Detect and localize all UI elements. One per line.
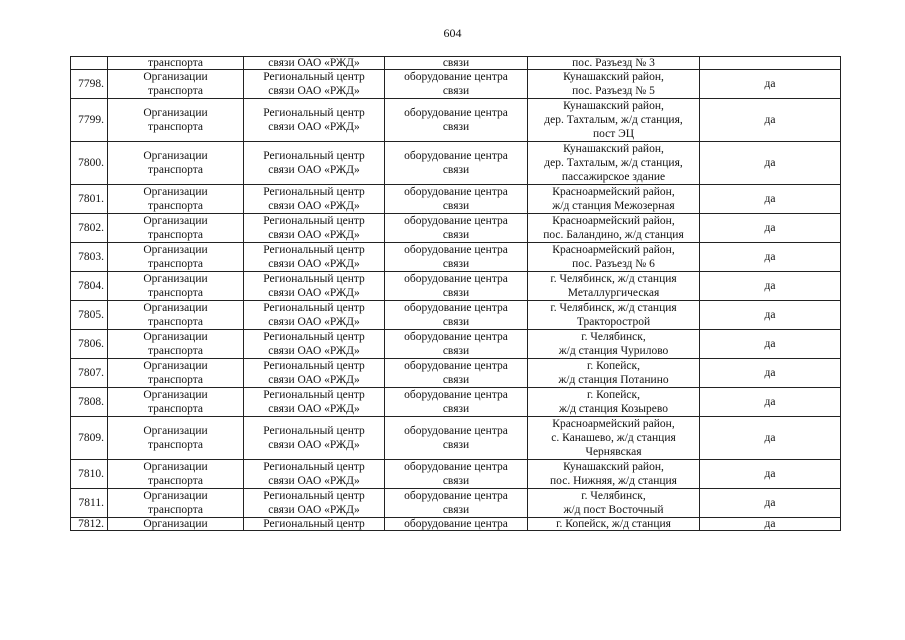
row-number-cell: 7811. xyxy=(71,489,108,518)
location-cell-line: ж/д станция Потанино xyxy=(558,374,669,386)
location-cell xyxy=(528,70,700,99)
organization-cell-line: Организации xyxy=(143,150,208,162)
organization-cell-line: транспорта xyxy=(147,439,204,451)
center-cell-line: связи ОАО «РЖД» xyxy=(268,85,360,97)
flag-cell: да xyxy=(700,243,841,272)
organization-cell-line: транспорта xyxy=(147,164,204,176)
equipment-cell-line: оборудование центра xyxy=(404,331,508,343)
organization-cell-line: Организации xyxy=(143,71,208,83)
organization-cell-line: Организации xyxy=(143,215,208,227)
flag-cell: да xyxy=(700,489,841,518)
page-number: 604 xyxy=(443,26,462,40)
organization-cell-line: Организации xyxy=(143,360,208,372)
organization-cell-line: транспорта xyxy=(147,229,204,241)
equipment-cell-line: оборудование центра xyxy=(404,107,508,119)
row-number-cell: 7802. xyxy=(71,214,108,243)
row-number-cell: 7807. xyxy=(71,359,108,388)
equipment-cell-line: связи xyxy=(442,475,470,487)
organization-cell: транспорта xyxy=(108,57,244,70)
center-cell-line: связи ОАО «РЖД» xyxy=(268,439,360,451)
center-cell xyxy=(244,243,385,272)
flag-cell: да xyxy=(700,142,841,185)
center-cell-line: связи ОАО «РЖД» xyxy=(268,164,360,176)
location-cell xyxy=(528,272,700,301)
location-cell: г. Копейск, ж/д станция xyxy=(528,518,700,531)
equipment-cell xyxy=(385,272,528,301)
organization-cell-line: транспорта xyxy=(147,504,204,516)
equipment-cell-line: оборудование центра xyxy=(404,215,508,227)
organization-cell xyxy=(108,185,244,214)
equipment-cell xyxy=(385,417,528,460)
equipment-cell-line: связи xyxy=(442,200,470,212)
organization-cell xyxy=(108,272,244,301)
center-cell-line: Региональный центр xyxy=(263,273,365,285)
location-cell-line: Металлургическая xyxy=(567,287,660,299)
table-row xyxy=(71,70,841,99)
center-cell-line: связи ОАО «РЖД» xyxy=(268,374,360,386)
center-cell xyxy=(244,99,385,142)
equipment-cell-line: оборудование центра xyxy=(404,302,508,314)
center-cell-line: Региональный центр xyxy=(263,461,365,473)
organization-cell-line: транспорта xyxy=(147,85,204,97)
equipment-cell-line: оборудование центра xyxy=(404,360,508,372)
location-cell-line: г. Копейск, xyxy=(587,389,640,401)
table-row xyxy=(71,243,841,272)
location-cell-line: пос. Нижняя, ж/д станция xyxy=(550,475,677,487)
flag-cell xyxy=(700,57,841,70)
center-cell: связи ОАО «РЖД» xyxy=(244,57,385,70)
location-cell xyxy=(528,460,700,489)
organization-cell-line: транспорта xyxy=(147,345,204,357)
organization-cell-line: Организации xyxy=(143,186,208,198)
center-cell-line: связи ОАО «РЖД» xyxy=(268,475,360,487)
location-cell-line: Красноармейский район, xyxy=(552,215,675,227)
location-cell-line: ж/д станция Чурилово xyxy=(558,345,669,357)
center-cell xyxy=(244,214,385,243)
organization-cell-line: Организации xyxy=(143,302,208,314)
equipment-cell: оборудование центра xyxy=(385,518,528,531)
organization-cell-line: Организации xyxy=(143,244,208,256)
organization-cell xyxy=(108,417,244,460)
row-number-cell: 7799. xyxy=(71,99,108,142)
flag-cell: да xyxy=(700,301,841,330)
location-cell-line: Чернявская xyxy=(585,446,642,458)
equipment-cell xyxy=(385,70,528,99)
center-cell: Региональный центр xyxy=(244,518,385,531)
organization-cell-line: Организации xyxy=(143,490,208,502)
table-row xyxy=(71,301,841,330)
equipment-cell xyxy=(385,388,528,417)
equipment-cell xyxy=(385,301,528,330)
equipment-cell-line: оборудование центра xyxy=(404,425,508,437)
organization-cell xyxy=(108,99,244,142)
location-cell-line: Кунашакский район, xyxy=(563,71,664,83)
location-cell-line: пос. Баландино, ж/д станция xyxy=(543,229,684,241)
location-cell-line: ж/д станция Козырево xyxy=(559,403,668,415)
center-cell-line: связи ОАО «РЖД» xyxy=(268,403,360,415)
equipment-cell-line: связи xyxy=(442,85,470,97)
flag-cell: да xyxy=(700,185,841,214)
center-cell-line: Региональный центр xyxy=(263,71,365,83)
center-cell xyxy=(244,417,385,460)
center-cell-line: связи ОАО «РЖД» xyxy=(268,316,360,328)
center-cell xyxy=(244,489,385,518)
location-cell xyxy=(528,388,700,417)
equipment-cell-line: оборудование центра xyxy=(404,186,508,198)
center-cell xyxy=(244,142,385,185)
location-cell-line: Красноармейский район, xyxy=(552,418,675,430)
table-row xyxy=(71,359,841,388)
organization-cell xyxy=(108,214,244,243)
equipment-cell-line: связи xyxy=(442,229,470,241)
table-row xyxy=(71,272,841,301)
location-cell xyxy=(528,214,700,243)
table-row xyxy=(71,330,841,359)
row-number-cell: 7805. xyxy=(71,301,108,330)
location-cell-line: г. Челябинск, ж/д станция xyxy=(550,302,677,314)
location-cell-line: Кунашакский район, xyxy=(563,100,664,112)
equipment-cell-line: связи xyxy=(442,121,470,133)
equipment-cell xyxy=(385,330,528,359)
center-cell-line: Региональный центр xyxy=(263,425,365,437)
equipment-cell-line: связи xyxy=(442,403,470,415)
location-cell-line: г. Копейск, xyxy=(587,360,640,372)
organization-cell-line: Организации xyxy=(143,331,208,343)
organization-cell-line: транспорта xyxy=(147,374,204,386)
row-number-cell: 7804. xyxy=(71,272,108,301)
organization-cell xyxy=(108,301,244,330)
center-cell-line: Региональный центр xyxy=(263,107,365,119)
organization-cell xyxy=(108,460,244,489)
row-number-cell: 7812. xyxy=(71,518,108,531)
location-cell-line: пост ЭЦ xyxy=(592,128,635,140)
row-number-cell: 7809. xyxy=(71,417,108,460)
organization-cell-line: Организации xyxy=(143,461,208,473)
location-cell-line: Тракторострой xyxy=(576,316,651,328)
center-cell xyxy=(244,301,385,330)
center-cell xyxy=(244,272,385,301)
table-row xyxy=(71,185,841,214)
center-cell-line: связи ОАО «РЖД» xyxy=(268,258,360,270)
location-cell-line: дер. Тахталым, ж/д станция, xyxy=(544,114,683,126)
location-cell-line: г. Челябинск, xyxy=(581,490,646,502)
equipment-cell xyxy=(385,99,528,142)
equipment-cell-line: оборудование центра xyxy=(404,461,508,473)
row-number-cell: 7798. xyxy=(71,70,108,99)
organization-cell xyxy=(108,489,244,518)
location-cell-line: Кунашакский район, xyxy=(563,143,664,155)
equipment-cell-line: оборудование центра xyxy=(404,150,508,162)
row-number-cell: 7808. xyxy=(71,388,108,417)
flag-cell: да xyxy=(700,214,841,243)
organization-cell xyxy=(108,388,244,417)
table-row xyxy=(71,417,841,460)
center-cell xyxy=(244,70,385,99)
location-cell-line: дер. Тахталым, ж/д станция, xyxy=(544,157,683,169)
location-cell-line: с. Канашево, ж/д станция xyxy=(551,432,676,444)
location-cell xyxy=(528,243,700,272)
organization-cell-line: транспорта xyxy=(147,316,204,328)
organization-cell-line: Организации xyxy=(143,425,208,437)
equipment-cell-line: оборудование центра xyxy=(404,490,508,502)
row-number-cell: 7810. xyxy=(71,460,108,489)
location-cell-line: г. Челябинск, xyxy=(581,331,646,343)
organization-cell-line: транспорта xyxy=(147,258,204,270)
center-cell-line: Региональный центр xyxy=(263,302,365,314)
location-cell-line: Кунашакский район, xyxy=(563,461,664,473)
location-cell xyxy=(528,301,700,330)
table-body xyxy=(71,57,841,531)
location-cell-line: ж/д станция Межозерная xyxy=(552,200,675,212)
location-cell-line: ж/д пост Восточный xyxy=(563,504,664,516)
equipment-cell-line: связи xyxy=(442,504,470,516)
organization-cell xyxy=(108,70,244,99)
location-cell xyxy=(528,489,700,518)
organization-cell-line: транспорта xyxy=(147,287,204,299)
organization-cell-line: транспорта xyxy=(147,475,204,487)
center-cell-line: Региональный центр xyxy=(263,215,365,227)
center-cell-line: Региональный центр xyxy=(263,186,365,198)
flag-cell: да xyxy=(700,359,841,388)
location-cell xyxy=(528,330,700,359)
equipment-cell-line: связи xyxy=(442,374,470,386)
organization-cell xyxy=(108,142,244,185)
location-cell xyxy=(528,185,700,214)
center-cell-line: связи ОАО «РЖД» xyxy=(268,345,360,357)
center-cell xyxy=(244,330,385,359)
location-cell-line: г. Челябинск, ж/д станция xyxy=(550,273,677,285)
organization-cell xyxy=(108,359,244,388)
table-row-truncated xyxy=(71,518,841,531)
center-cell-line: Региональный центр xyxy=(263,150,365,162)
organization-cell-line: Организации xyxy=(143,273,208,285)
center-cell-line: Региональный центр xyxy=(263,331,365,343)
table-row xyxy=(71,460,841,489)
flag-cell: да xyxy=(700,99,841,142)
center-cell-line: Региональный центр xyxy=(263,360,365,372)
table-row xyxy=(71,214,841,243)
organization-cell-line: транспорта xyxy=(147,121,204,133)
row-number-cell: 7806. xyxy=(71,330,108,359)
flag-cell: да xyxy=(700,518,841,531)
organization-cell: Организации xyxy=(108,518,244,531)
center-cell-line: связи ОАО «РЖД» xyxy=(268,504,360,516)
location-cell xyxy=(528,359,700,388)
flag-cell: да xyxy=(700,272,841,301)
equipment-cell-line: оборудование центра xyxy=(404,273,508,285)
equipment-cell-line: оборудование центра xyxy=(404,71,508,83)
equipment-cell xyxy=(385,185,528,214)
equipment-cell-line: оборудование центра xyxy=(404,244,508,256)
location-cell-line: пос. Разъезд № 6 xyxy=(572,258,655,270)
location-cell-line: пассажирское здание xyxy=(561,171,666,183)
equipment-cell xyxy=(385,489,528,518)
row-number-cell xyxy=(71,57,108,70)
center-cell-line: Региональный центр xyxy=(263,490,365,502)
flag-cell: да xyxy=(700,460,841,489)
registry-table xyxy=(70,56,841,531)
center-cell-line: Региональный центр xyxy=(263,244,365,256)
table-row xyxy=(71,388,841,417)
table-row xyxy=(71,142,841,185)
equipment-cell-line: оборудование центра xyxy=(404,389,508,401)
equipment-cell-line: связи xyxy=(442,287,470,299)
center-cell-line: связи ОАО «РЖД» xyxy=(268,121,360,133)
equipment-cell xyxy=(385,214,528,243)
location-cell xyxy=(528,99,700,142)
flag-cell: да xyxy=(700,417,841,460)
center-cell xyxy=(244,460,385,489)
equipment-cell-line: связи xyxy=(442,439,470,451)
location-cell-line: Красноармейский район, xyxy=(552,244,675,256)
row-number-cell: 7800. xyxy=(71,142,108,185)
equipment-cell xyxy=(385,460,528,489)
location-cell xyxy=(528,142,700,185)
table-row xyxy=(71,489,841,518)
row-number-cell: 7803. xyxy=(71,243,108,272)
table-row-continued xyxy=(71,57,841,70)
row-number-cell: 7801. xyxy=(71,185,108,214)
equipment-cell-line: связи xyxy=(442,258,470,270)
organization-cell-line: транспорта xyxy=(147,403,204,415)
equipment-cell xyxy=(385,359,528,388)
center-cell-line: связи ОАО «РЖД» xyxy=(268,200,360,212)
organization-cell xyxy=(108,243,244,272)
equipment-cell xyxy=(385,142,528,185)
equipment-cell xyxy=(385,243,528,272)
organization-cell xyxy=(108,330,244,359)
location-cell xyxy=(528,417,700,460)
center-cell-line: связи ОАО «РЖД» xyxy=(268,229,360,241)
equipment-cell-line: связи xyxy=(442,164,470,176)
organization-cell-line: Организации xyxy=(143,389,208,401)
organization-cell-line: Организации xyxy=(143,107,208,119)
center-cell xyxy=(244,185,385,214)
equipment-cell: связи xyxy=(385,57,528,70)
location-cell-line: Красноармейский район, xyxy=(552,186,675,198)
equipment-cell-line: связи xyxy=(442,345,470,357)
table-row xyxy=(71,99,841,142)
location-cell: пос. Разъезд № 3 xyxy=(528,57,700,70)
location-cell-line: пос. Разъезд № 5 xyxy=(572,85,655,97)
equipment-cell-line: связи xyxy=(442,316,470,328)
center-cell xyxy=(244,359,385,388)
flag-cell: да xyxy=(700,388,841,417)
center-cell-line: Региональный центр xyxy=(263,389,365,401)
center-cell-line: связи ОАО «РЖД» xyxy=(268,287,360,299)
organization-cell-line: транспорта xyxy=(147,200,204,212)
flag-cell: да xyxy=(700,330,841,359)
center-cell xyxy=(244,388,385,417)
flag-cell: да xyxy=(700,70,841,99)
